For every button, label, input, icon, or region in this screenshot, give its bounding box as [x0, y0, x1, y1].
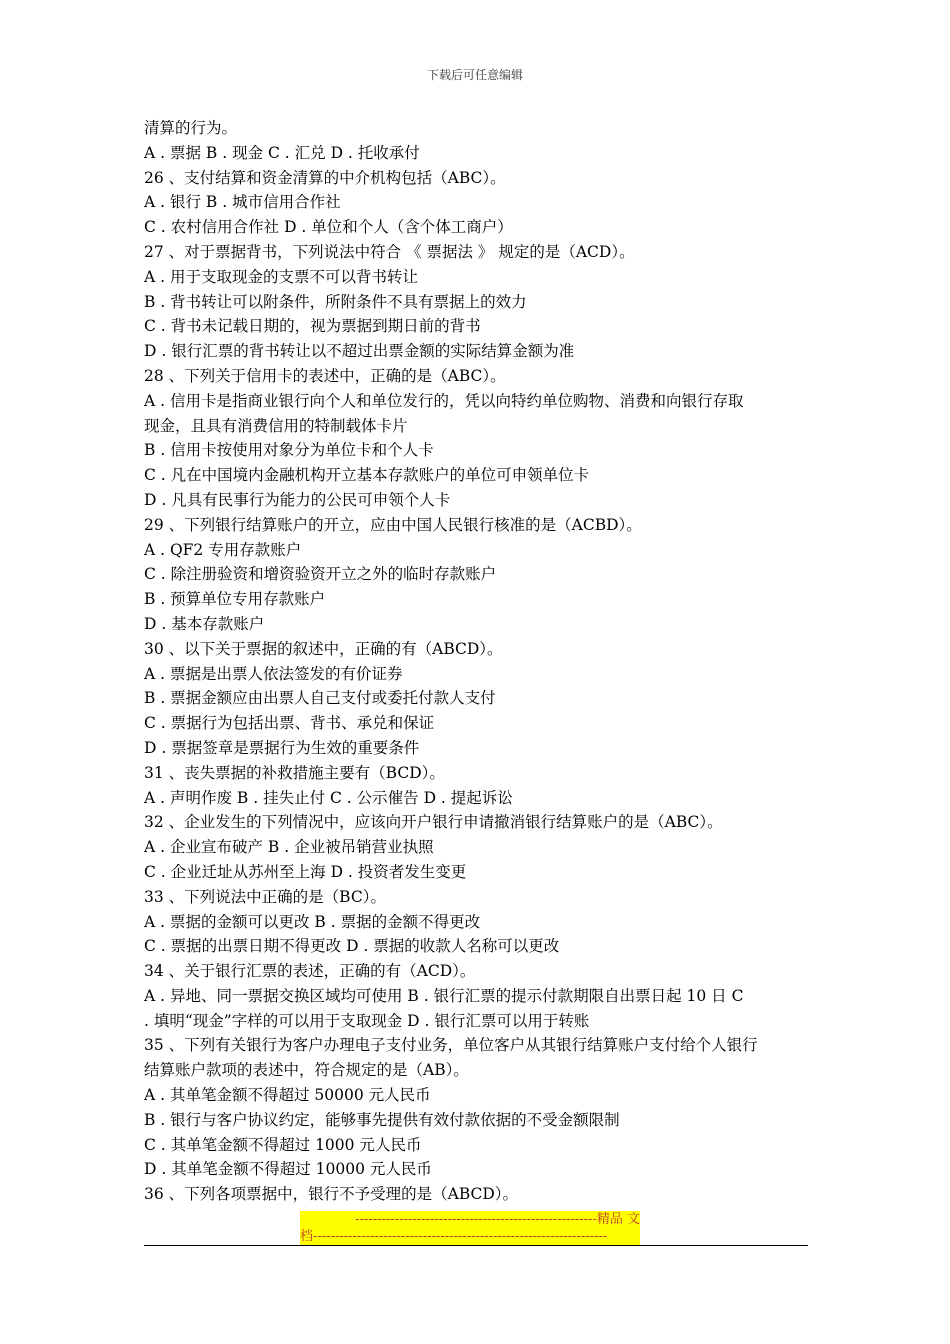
text-line: A . 银行 B . 城市信用合作社	[144, 193, 341, 212]
question-33: 33 、下列说法中正确的是（BC）。	[144, 887, 386, 906]
footer-line-1: -------------------------------------------------------精品 文	[300, 1211, 640, 1228]
text-line: C . 凡在中国境内金融机构开立基本存款账户的单位可申领单位卡	[144, 466, 590, 485]
text-line: D . 凡具有民事行为能力的公民可申领个人卡	[144, 490, 451, 509]
document-body	[144, 116, 808, 1207]
question-28: 28 、下列关于信用卡的表述中，正确的是（ABC）。	[144, 366, 506, 385]
text-line: C . 背书未记载日期的，视为票据到期日前的背书	[144, 317, 481, 336]
text-line: C . 企业迁址从苏州至上海 D . 投资者发生变更	[144, 862, 467, 881]
text-line: 现金，且具有消费信用的特制载体卡片	[144, 416, 408, 435]
footer-line-2: 档-------------------------------------------------------------------	[300, 1228, 640, 1245]
text-line: B . 背书转让可以附条件，所附条件不具有票据上的效力	[144, 292, 527, 311]
text-line: 清算的行为。	[144, 119, 238, 137]
text-line: B . 信用卡按使用对象分为单位卡和个人卡	[144, 441, 434, 460]
text-line: C . 其单笔金额不得超过 1000 元人民币	[144, 1135, 422, 1154]
question-34: 34 、关于银行汇票的表述，正确的有（ACD）。	[144, 962, 476, 981]
question-26: 26 、支付结算和资金清算的中介机构包括（ABC）。	[144, 168, 506, 187]
page-header: 下载后可任意编辑	[426, 68, 523, 82]
text-line: A . 票据的金额可以更改 B . 票据的金额不得更改	[144, 912, 481, 931]
text-line: A . 其单笔金额不得超过 50000 元人民币	[144, 1086, 431, 1105]
question-36: 36 、下列各项票据中，银行不予受理的是（ABCD）。	[144, 1185, 519, 1204]
text-line: C . 农村信用合作社 D . 单位和个人（含个体工商户）	[144, 218, 513, 237]
text-line: A . 企业宣布破产 B . 企业被吊销营业执照	[144, 838, 434, 857]
text-line: D . 银行汇票的背书转让以不超过出票金额的实际结算金额为准	[144, 342, 575, 361]
text-line: D . 基本存款账户	[144, 614, 265, 633]
text-line: B . 票据金额应由出票人自己支付或委托付款人支付	[144, 689, 496, 708]
question-31: 31 、丧失票据的补救措施主要有（BCD）。	[144, 763, 445, 782]
text-line: B . 银行与客户协议约定，能够事先提供有效付款依据的不受金额限制	[144, 1110, 620, 1129]
question-29: 29 、下列银行结算账户的开立，应由中国人民银行核准的是（ACBD）。	[144, 515, 642, 534]
text-line: D . 其单笔金额不得超过 10000 元人民币	[144, 1160, 432, 1179]
text-line: D . 票据签章是票据行为生效的重要条件	[144, 738, 420, 757]
text-line: B . 预算单位专用存款账户	[144, 590, 326, 609]
page-footer	[300, 1211, 640, 1245]
text-line: A . 异地、同一票据交换区域均可使用 B . 银行汇票的提示付款期限自出票日起 10 日 C	[144, 986, 744, 1005]
text-line: A . 票据是出票人依法签发的有价证券	[144, 664, 403, 683]
question-35: 35 、下列有关银行为客户办理电子支付业务，单位客户从其银行结算账户支付给个人银行	[144, 1036, 758, 1055]
text-line: A . 用于支取现金的支票不可以背书转让	[144, 267, 418, 286]
text-line: C . 票据行为包括出票、背书、承兑和保证	[144, 714, 435, 733]
text-line: . 填明“现金”字样的可以用于支取现金 D . 银行汇票可以用于转账	[144, 1011, 590, 1030]
text-line: C . 除注册验资和增资验资开立之外的临时存款账户	[144, 565, 497, 584]
text-line: A . 信用卡是指商业银行向个人和单位发行的，凭以向特约单位购物、消费和向银行存取	[144, 391, 744, 410]
text-line: A . 声明作废 B . 挂失止付 C . 公示催告 D . 提起诉讼	[144, 788, 513, 807]
question-27: 27 、对于票据背书，下列说法中符合 《 票据法 》 规定的是（ACD）。	[144, 242, 635, 261]
question-32: 32 、企业发生的下列情况中，应该向开户银行申请撤消银行结算账户的是（ABC）。	[144, 813, 723, 832]
text-line: A . 票据 B . 现金 C . 汇兑 D . 托收承付	[144, 143, 420, 162]
text-line: C . 票据的出票日期不得更改 D . 票据的收款人名称可以更改	[144, 937, 560, 956]
footer-divider	[144, 1245, 808, 1246]
text-line: A . QF2 专用存款账户	[144, 540, 302, 559]
text-line: 结算账户款项的表述中，符合规定的是（AB）。	[144, 1061, 469, 1080]
question-30: 30 、以下关于票据的叙述中，正确的有（ABCD）。	[144, 639, 503, 658]
